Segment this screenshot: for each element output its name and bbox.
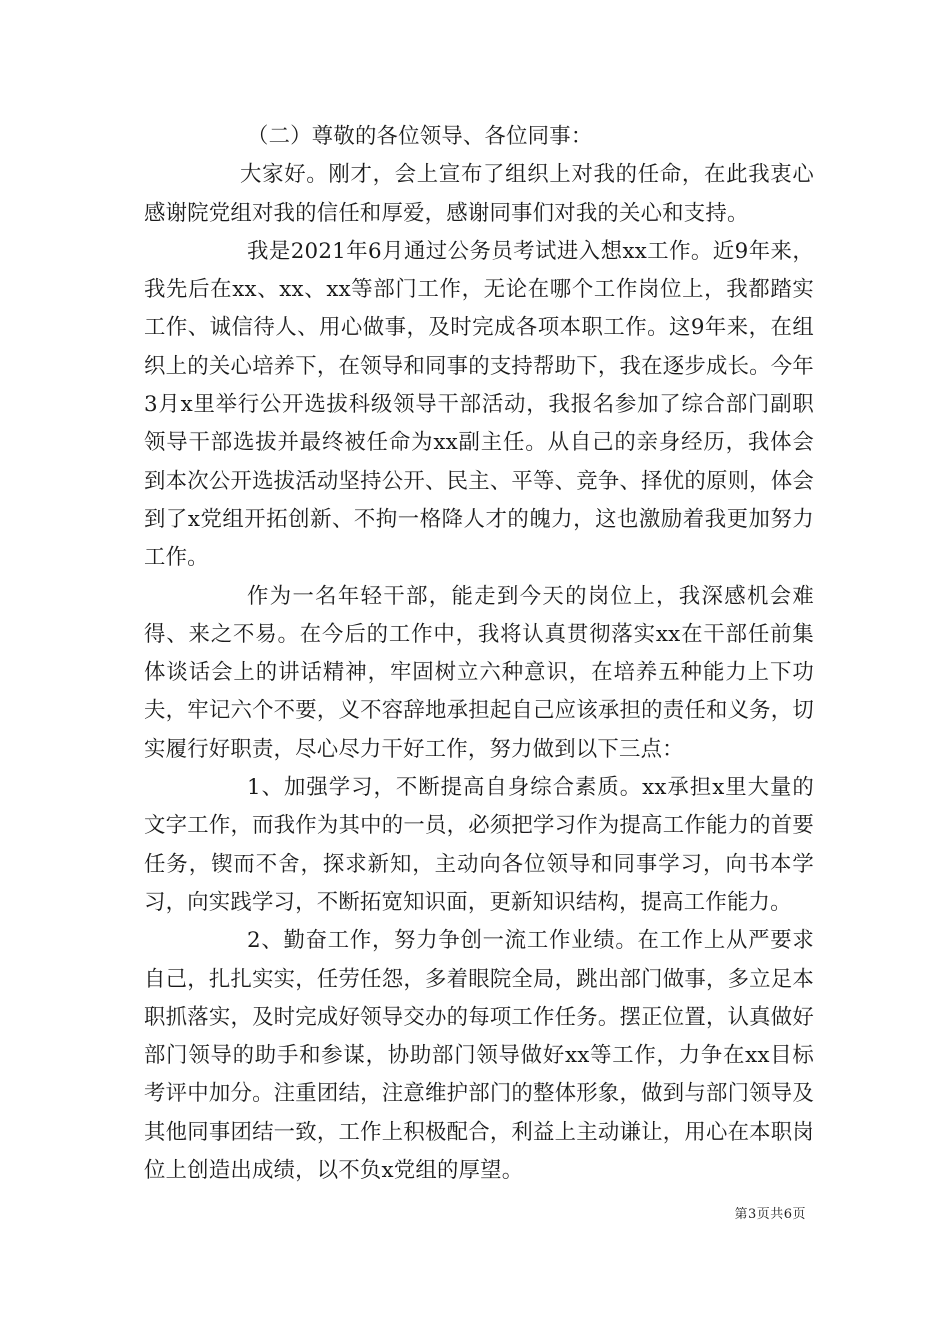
page-number: 第3页共6页 [734, 1207, 806, 1222]
paragraph-salutation: （二）尊敬的各位领导、各位同事： [247, 124, 593, 149]
paragraph-point-1: 1、加强学习，不断提高自身综合素质。xx承担x里大量的文字工作，而我作为其中的一员，必须把学习作为提高工作能力的首要任务，锲而不舍，探求新知，主动向各位领导和同事学习，向书本学习，向实践学习，不断拓宽知识面，更新知识结构，提高工作能力。 [144, 775, 814, 915]
paragraph-commitment: 作为一名年轻干部，能走到今天的岗位上，我深感机会难得、来之不易。在今后的工作中，我将认真贯彻落实xx在干部任前集体谈话会上的讲话精神，牢固树立六种意识，在培养五种能力上下功夫，牢记六个不要，义不容辞地承担起自己应该承担的责任和义务，切实履行好职责，尽心尽力干好工作，努力做到以下三点： [144, 583, 814, 762]
document-body [144, 118, 814, 1190]
paragraph-background: 我是2021年6月通过公务员考试进入想xx工作。近9年来，我先后在xx、xx、xx等部门工作，无论在哪个工作岗位上，我都踏实工作、诚信待人、用心做事，及时完成各项本职工作。这9年来，在组织上的关心培养下，在领导和同事的支持帮助下，我在逐步成长。今年3月x里举行公开选拔科级领导干部活动，我报名参加了综合部门副职领导干部选拔并最终被任命为xx副主任。从自己的亲身经历，我体会到本次公开选拔活动坚持公开、民主、平等、竞争、择优的原则，体会到了x党组开拓创新、不拘一格降人才的魄力，这也激励着我更加努力工作。 [144, 238, 814, 571]
paragraph-greeting: 大家好。刚才，会上宣布了组织上对我的任命，在此我衷心感谢院党组对我的信任和厚爱，感谢同事们对我的关心和支持。 [144, 162, 814, 226]
paragraph-point-2: 2、勤奋工作，努力争创一流工作业绩。在工作上从严要求自己，扎扎实实，任劳任怨，多着眼院全局，跳出部门做事，多立足本职抓落实，及时完成好领导交办的每项工作任务。摆正位置，认真做好部门领导的助手和参谋，协助部门领导做好xx等工作，力争在xx目标考评中加分。注重团结，注意维护部门的整体形象，做到与部门领导及其他同事团结一致，工作上积极配合，利益上主动谦让，用心在本职岗位上创造出成绩，以不负x党组的厚望。 [144, 928, 814, 1184]
